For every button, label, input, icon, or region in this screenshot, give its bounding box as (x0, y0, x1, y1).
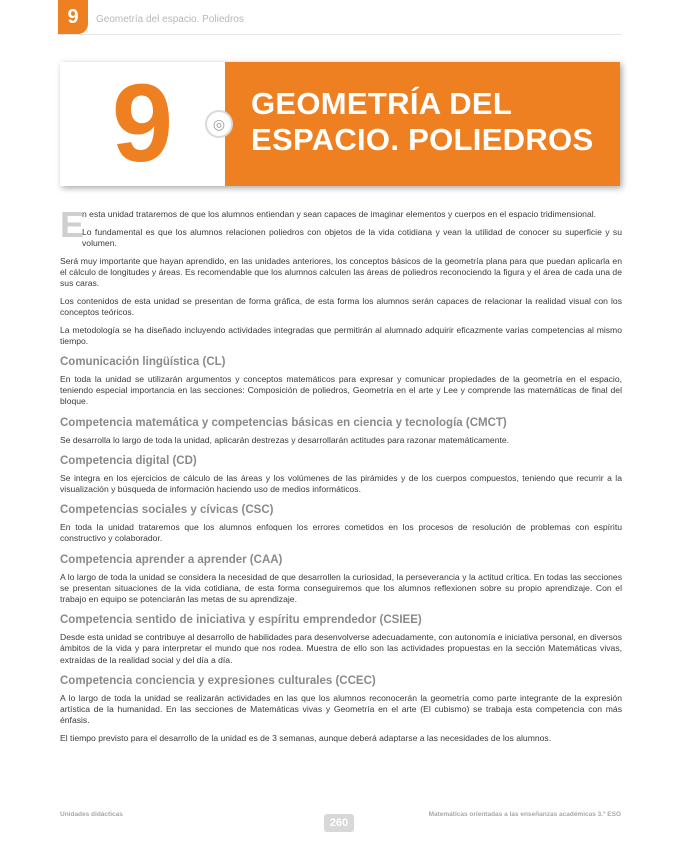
section-heading-csiee: Competencia sentido de iniciativa y espíritu emprendedor (CSIEE) (60, 614, 422, 627)
section-text-csc: En toda la unidad trataremos que los alumnos enfoquen los errores cometidos en los procesos de resolución de problemas con espíritu constructivo y colaborador. (60, 522, 622, 544)
chapter-big-number: 9 (111, 62, 174, 185)
chapter-tab: 9 (58, 0, 88, 34)
chapter-title (251, 86, 593, 158)
section-text-cl: En toda la unidad se utilizarán argumentos y conceptos matemáticos para expresar y comunicar propiedades de la geometría en el espacio, teniendo especial importancia en las secciones: Composición de poliedros, Geometría en el arte y Lee y comprende las matemáticas de final del bloque. (60, 374, 622, 407)
intro-paragraph-4: Los contenidos de esta unidad se presentan de forma gráfica, de esta forma los alumnos serán capaces de relacionar la realidad visual con los conceptos teóricos. (60, 295, 622, 317)
section-text-csiee: Desde esta unidad se contribuye al desarrollo de habilidades para desenvolverse adecuadamente, con autonomía e iniciativa personal, en diversos ámbitos de la vida y para interpretar el mundo que nos rodea. Muestra de ello son las actividades propuestas en la sección Matemáticas vivas, extraídas de la realidad social y del día a día. (60, 632, 622, 665)
title-banner (60, 62, 620, 186)
section-heading-cmct: Competencia matemática y competencias básicas en ciencia y tecnología (CMCT) (60, 416, 507, 429)
footer-right-label: Matemáticas orientadas a las enseñanzas académicas 3.º ESO (428, 811, 621, 818)
dropcap-letter: E (60, 204, 85, 245)
intro-paragraph-2: Lo fundamental es que los alumnos relacionen poliedros con objetos de la vida cotidiana y vean la utilidad de conocer su superficie y su volumen. (82, 226, 622, 248)
page-header (0, 0, 679, 40)
header-section-label: Geometría del espacio. Poliedros (96, 14, 244, 25)
title-panel (225, 62, 620, 186)
section-heading-caa: Competencia aprender a aprender (CAA) (60, 553, 283, 566)
section-heading-cl: Comunicación lingüística (CL) (60, 356, 226, 369)
intro-paragraph-3: Será muy importante que hayan aprendido, en las unidades anteriores, los conceptos básicos de la geometría plana para que puedan aplicarla en el cálculo de longitudes y áreas. Es recomendable que los alumnos calculen las áreas de poliedros reconociendo la figura y el área de cada una de sus caras. (60, 255, 622, 289)
section-heading-csc: Competencias sociales y cívicas (CSC) (60, 504, 274, 517)
intro-paragraph-5: La metodología se ha diseñado incluyendo actividades integradas que permitirán al alumnado adquirir eficazmente varias competencias al mismo tiempo. (60, 324, 622, 346)
intro-block (60, 204, 622, 249)
timing-note: El tiempo previsto para el desarrollo de la unidad es de 3 semanas, aunque deberá adaptarse a las necesidades de los alumnos. (60, 732, 552, 743)
section-text-caa: A lo largo de toda la unidad se considera la necesidad de que desarrollen la curiosidad, la perseverancia y la actitud crítica. En todas las secciones se presentan situaciones de la vida cotidiana, de esta forma conseguiremos que los alumnos reflexionen sobre su propio aprendizaje. Con el trabajo en equipo se potenciarán las metas de su aprendizaje. (60, 571, 622, 605)
header-divider (58, 34, 621, 35)
target-circle-icon: ◎ (205, 110, 233, 138)
section-heading-ccec: Competencia conciencia y expresiones culturales (CCEC) (60, 674, 376, 687)
main-content (60, 204, 622, 751)
chapter-title-line2: ESPACIO. POLIEDROS (251, 122, 594, 157)
section-text-cd: Se integra en los ejercicios de cálculo de las áreas y los volúmenes de las pirámides y de los cuerpos compuestos, teniendo que recurrir a la visualización y búsqueda de información haciendo uso de medios informáticos. (60, 472, 622, 495)
intro-paragraph-1: n esta unidad trataremos de que los alumnos entiendan y sean capaces de imaginar elementos y cuerpos en el espacio tridimensional. (82, 209, 597, 219)
page-number: 260 (324, 814, 354, 832)
section-text-ccec: A lo largo de toda la unidad se realizarán actividades en las que los alumnos reconocerán la geometría como parte integrante de la expresión artística de la humanidad. En las secciones de Matemáticas vivas y Geometría en el arte (El cubismo) se trabaja esta competencia con más énfasis. (60, 692, 622, 726)
section-text-cmct: Se desarrolla lo largo de toda la unidad, aplicarán destrezas y desarrollarán actitudes para razonar matemáticamente. (60, 434, 510, 445)
section-heading-cd: Competencia digital (CD) (60, 454, 197, 467)
footer-left-label: Unidades didácticas (60, 811, 123, 818)
chapter-title-line1: GEOMETRÍA DEL (251, 86, 513, 121)
